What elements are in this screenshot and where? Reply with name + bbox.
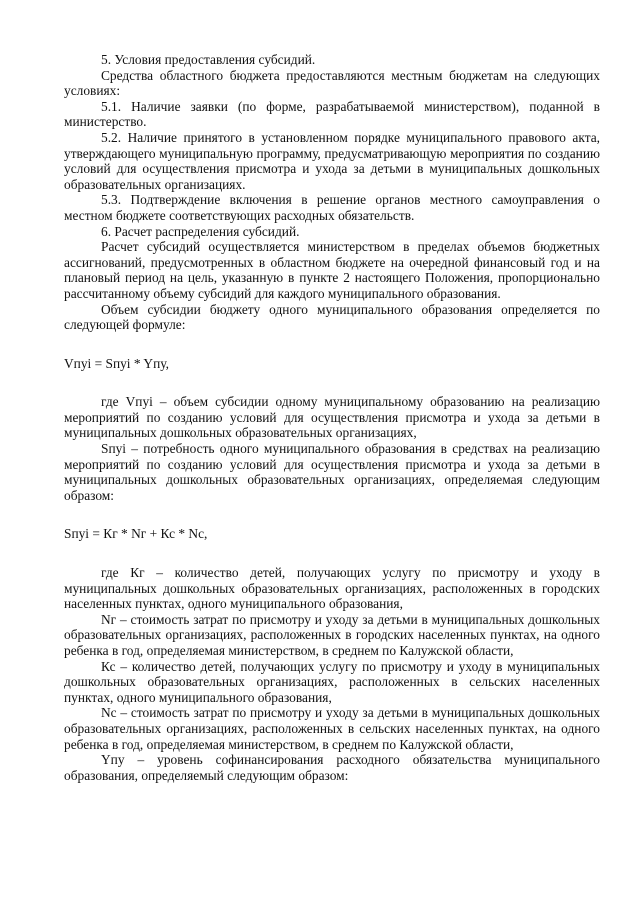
formula-subsidy-volume: Vпуi = Sпуi * Yпу, (64, 355, 169, 371)
section-6-paragraph-2: Объем субсидии бюджету одного муниципального образования определяется по следующей формуле: (64, 301, 600, 333)
document-body (64, 52, 600, 783)
definition-vpui: где Vпуi – объем субсидии одному муниципальному образованию на реализацию мероприятий по созданию условий для осуществления присмотра и ухода за детьми в муниципальных дошкольных образовательных организациях, (64, 394, 600, 441)
formula-need: Sпуi = Кг * Nг + Кс * Nс, (64, 526, 208, 542)
section-5-heading: 5. Условия предоставления субсидий. (101, 52, 316, 67)
item-5-2: 5.2. Наличие принятого в установленном порядке муниципального правового акта, утверждающего муниципальную программу, предусматривающую мероприятия по созданию условий для осуществления присмотра и ухода за детьми в муниципальных дошкольных образовательных организациях. (64, 129, 600, 192)
section-5-intro: Средства областного бюджета предоставляются местным бюджетам на следующих условиях: (64, 67, 600, 99)
definition-ng: Nг – стоимость затрат по присмотру и уходу за детьми в муниципальных дошкольных образовательных организациях, расположенных в городских населенных пунктах, на одного ребенка в год, определяемая министерством, в среднем по Калужской области, (64, 611, 600, 658)
definition-spui: Sпуi – потребность одного муниципального образования в средствах на реализацию мероприятий по созданию условий для осуществления присмотра и ухода за детьми в муниципальных дошкольных образовательных организациях, определяемая следующим образом: (64, 441, 600, 503)
definition-kg: где Кг – количество детей, получающих услугу по присмотру и уходу в муниципальных дошкольных образовательных организациях, расположенных в городских населенных пунктах, одного муниципального образования, (64, 565, 600, 612)
item-5-1: 5.1. Наличие заявки (по форме, разрабатываемой министерством), поданной в министерство. (64, 98, 600, 130)
definition-nc: Nс – стоимость затрат по присмотру и уходу за детьми в муниципальных дошкольных образовательных организациях, расположенных в сельских населенных пунктах, на одного ребенка в год, определяемая министерством, в среднем по Калужской области, (64, 705, 600, 752)
section-6-paragraph-1: Расчет субсидий осуществляется министерством в пределах объемов бюджетных ассигнований, предусмотренных в областном бюджете на очередной финансовый год и на плановый период на цель, указанную в пункте 2 настоящего Положения, пропорционально рассчитанному объему субсидий для каждого муниципального образования. (64, 239, 600, 301)
section-6-heading: 6. Расчет распределения субсидий. (101, 223, 300, 239)
definition-ypu: Yпу – уровень софинансирования расходного обязательства муниципального образования, определяемый следующим образом: (64, 752, 600, 783)
item-5-3: 5.3. Подтверждение включения в решение органов местного самоуправления о местном бюджете соответствующих расходных обязательств. (64, 192, 600, 223)
definition-kc: Кс – количество детей, получающих услугу по присмотру и уходу в муниципальных дошкольных образовательных организациях, расположенных в сельских населенных пунктах, одного муниципального образования, (64, 658, 600, 705)
